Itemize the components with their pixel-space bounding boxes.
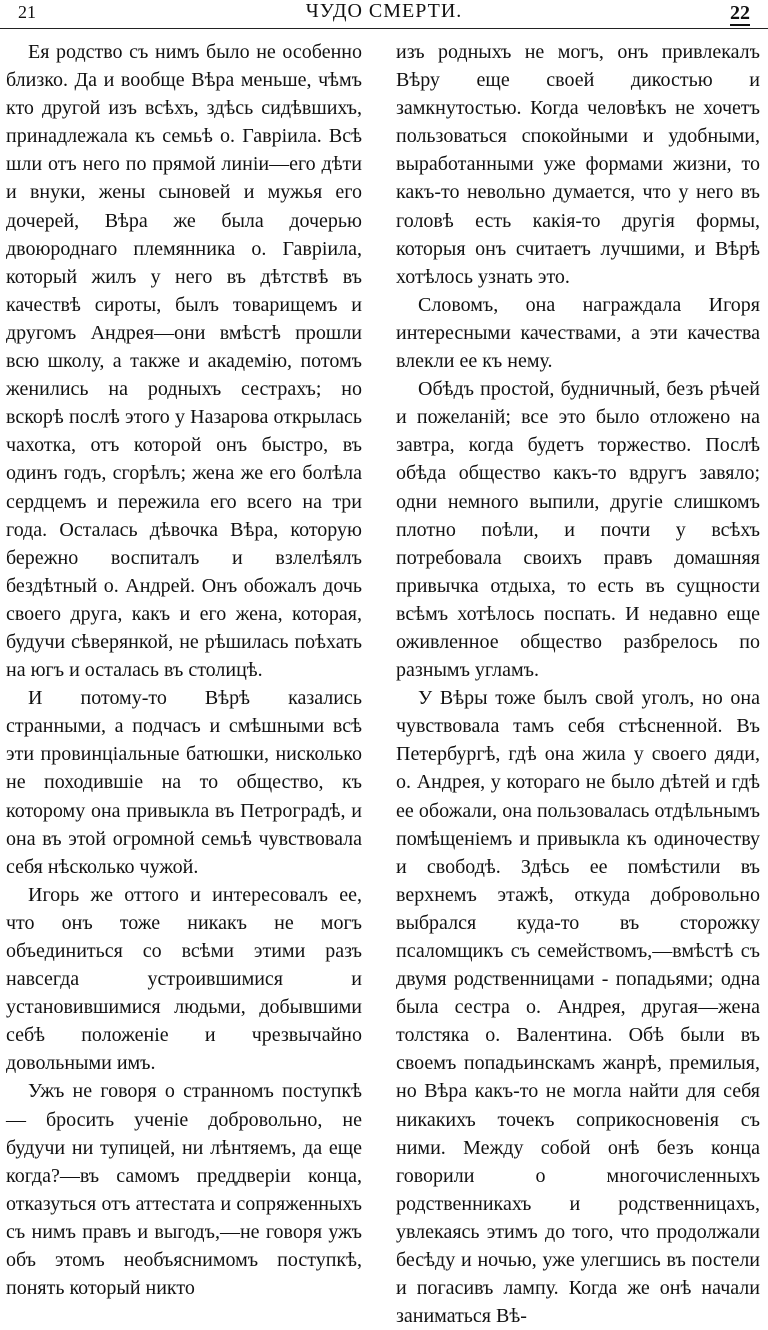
paragraph: И потому-то Вѣрѣ казались странными, а подчасъ и смѣшными всѣ эти провинціальные батюшки, нисколько не походившіе на то общество, къ которому она привыкла въ Петроградѣ, и она въ этой огромной семьѣ чувствовала себя нѣсколько чужой. <box>6 687 362 878</box>
left-column <box>6 38 362 1302</box>
paragraph: У Вѣры тоже былъ свой уголъ, но она чувствовала тамъ себя стѣсненной. Въ Петербургѣ, гдѣ она жила у своего дяди, о. Андрея, у котораго не было дѣтей и гдѣ ее обожали, она пользовалась отдѣльнымъ помѣщеніемъ и привыкла къ одиночеству и свободѣ. Здѣсь ее помѣстили въ верхнемъ этажѣ, откуда добровольно выбрался куда-то въ сторожку псаломщикъ съ семействомъ,—вмѣстѣ съ двумя родственницами - попадьями; одна была сестра о. Андрея, другая—жена толстяка о. Валентина. Обѣ были въ своемъ попадьинскамъ жанрѣ, премилыя, но Вѣра какъ-то не могла найти для себя никакихъ точекъ соприкосновенія съ ними. Между собой онѣ безъ конца говорили о многочисленныхъ родственникахъ и родственницахъ, увлекаясь этимъ до того, что продолжали бесѣду и ночью, уже улегшись въ постели и погасивъ лампу. Когда же онѣ начали заниматься Вѣ- <box>396 687 760 1328</box>
page-header <box>0 0 768 29</box>
paragraph: Словомъ, она награждала Игоря интересными качествами, а эти качества влекли ее къ нему. <box>396 293 760 373</box>
right-column <box>396 38 760 1330</box>
paragraph: изъ родныхъ не могъ, онъ привлекалъ Вѣру еще своей дикостью и замкнутостью. Когда человѣкъ не хочетъ пользоваться спокойными и удобными, выработанными уже формами жизни, то какъ-то невольно думается, что у него въ головѣ есть какія-то другія формы, которыя онъ считаетъ лучшими, и Вѣрѣ хотѣлось узнать это. <box>396 41 760 288</box>
paragraph: Обѣдъ простой, будничный, безъ рѣчей и пожеланій; все это было отложено на завтра, когда будетъ торжество. Послѣ обѣда общество какъ-то вдругъ завяло; одни немного выпили, другіе слишкомъ плотно поѣли, и почти у всѣхъ потребовала своихъ правъ домашняя привычка отдыха, то есть въ сущности всѣмъ хотѣлось поспать. И недавно еще оживленное общество разбрелось по разнымъ угламъ. <box>396 378 760 682</box>
page-number-right: 22 <box>730 2 750 24</box>
running-title: ЧУДО СМЕРТИ. <box>305 0 463 22</box>
paragraph: Ужъ не говоря о странномъ поступкѣ — бросить ученіе добровольно, не будучи ни тупицей, ни лѣнтяемъ, да еще когда?—въ самомъ преддверіи конца, отказуться отъ аттестата и сопряженныхъ съ нимъ правъ и выгодъ,—не говоря ужъ объ этомъ необъяснимомъ поступкѣ, понять который никто <box>6 1080 362 1300</box>
paragraph: Ея родство съ нимъ было не особенно близко. Да и вообще Вѣра меньше, чѣмъ кто другой изъ всѣхъ, здѣсь сидѣвшихъ, принадлежала къ семьѣ о. Гавріила. Всѣ шли отъ него по прямой линіи—его дѣти и внуки, жены сыновей и мужья его дочерей, Вѣра же была дочерью двоюроднаго племянника о. Гавріила, который жилъ у него въ дѣтствѣ въ качествѣ сироты, былъ товарищемъ и другомъ Андрея—они вмѣстѣ прошли всю школу, а также и академію, потомъ женились на родныхъ сестрахъ; но вскорѣ послѣ этого у Назарова открылась чахотка, отъ которой онъ быстро, въ одинъ годъ, сгорѣлъ; жена же его болѣла сердцемъ и пережила его всего на три года. Осталась дѣвочка Вѣра, которую бережно воспиталъ и взлелѣялъ бездѣтный о. Андрей. Онъ обожалъ дочь своего друга, какъ и его жена, которая, будучи сѣверянкой, не рѣшилась поѣхать на югъ и осталась въ столицѣ. <box>6 41 362 682</box>
paragraph: Игорь же оттого и интересовалъ ее, что онъ тоже никакъ не могъ объединиться со всѣми этими разъ навсегда устроившимися и установившимися людьми, добывшими себѣ положеніе и чрезвычайно довольными имъ. <box>6 883 362 1075</box>
page-number-left: 21 <box>18 2 36 22</box>
